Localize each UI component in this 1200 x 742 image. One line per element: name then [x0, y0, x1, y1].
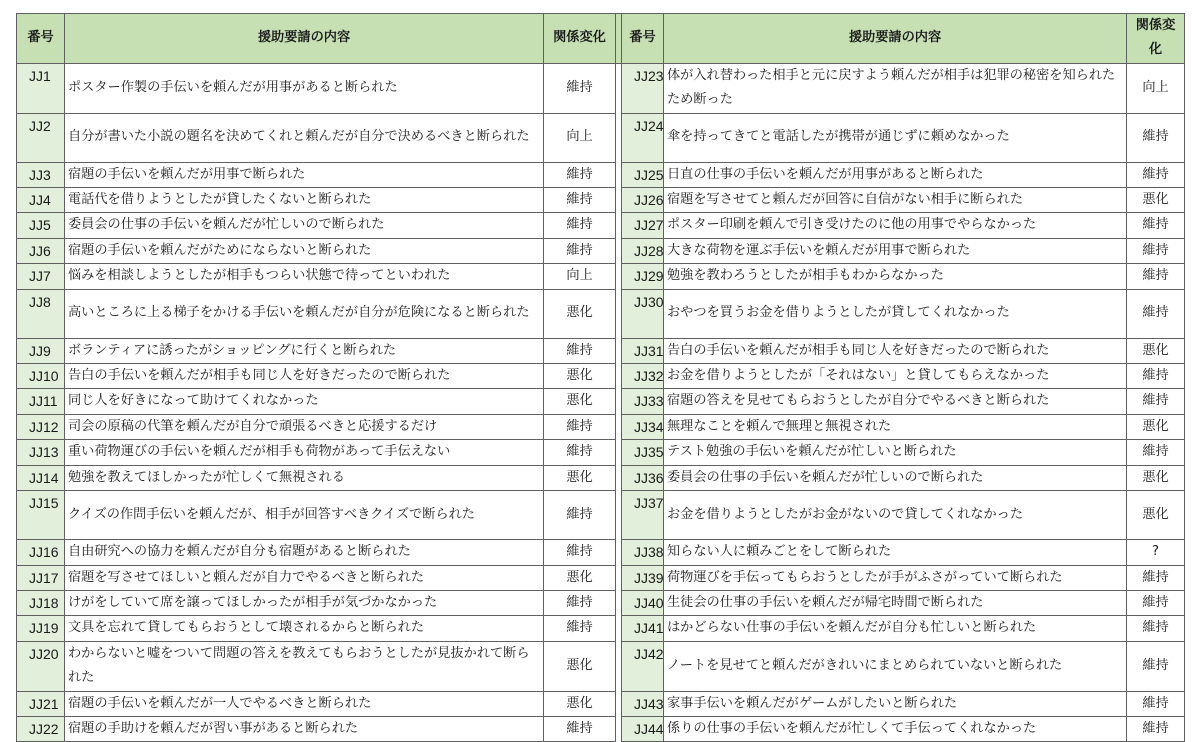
relationship-change-right: 維持 [1127, 691, 1185, 716]
request-id-right: JJ31 [622, 338, 664, 363]
request-content-left: 自由研究への協力を頼んだが自分も宿題があると断られた [65, 540, 544, 565]
request-id-right: JJ40 [622, 590, 664, 615]
request-id-left: JJ4 [17, 188, 65, 213]
relationship-change-right: 維持 [1127, 162, 1185, 187]
header-id-right: 番号 [622, 14, 664, 64]
request-content-right: 傘を持ってきてと電話したが携帯が通じずに頼めなかった [664, 113, 1127, 162]
request-content-left: ポスター作製の手伝いを頼んだが用事があると断られた [65, 63, 544, 113]
table-row [17, 414, 1185, 439]
request-id-right: JJ43 [622, 691, 664, 716]
table-row [17, 264, 1185, 289]
request-id-right: JJ35 [622, 440, 664, 465]
relationship-change-left: 維持 [544, 188, 616, 213]
relationship-change-left: 維持 [544, 63, 616, 113]
request-id-right: JJ33 [622, 389, 664, 414]
header-content-right: 援助要請の内容 [664, 14, 1127, 64]
relationship-change-right: 維持 [1127, 440, 1185, 465]
table-row [17, 213, 1185, 238]
request-id-left: JJ20 [17, 641, 65, 691]
request-content-left: 高いところに上る梯子をかける手伝いを頼んだが自分が危険になると断られた [65, 289, 544, 338]
header-content-left: 援助要請の内容 [65, 14, 544, 64]
request-content-right: 勉強を教わろうとしたが相手もわからなかった [664, 264, 1127, 289]
table-row [17, 364, 1185, 389]
table-row [17, 338, 1185, 363]
relationship-change-left: 維持 [544, 716, 616, 741]
header-row [17, 14, 1185, 64]
request-content-left: 同じ人を好きになって助けてくれなかった [65, 389, 544, 414]
request-id-right: JJ24 [622, 113, 664, 162]
header-id-left: 番号 [17, 14, 65, 64]
relationship-change-right: 維持 [1127, 364, 1185, 389]
request-id-right: JJ25 [622, 162, 664, 187]
request-id-right: JJ38 [622, 540, 664, 565]
relationship-change-left: 悪化 [544, 289, 616, 338]
request-id-right: JJ28 [622, 238, 664, 263]
relationship-change-right: 維持 [1127, 565, 1185, 590]
request-content-left: ボランティアに誘ったがショッピングに行くと断られた [65, 338, 544, 363]
table-row [17, 716, 1185, 741]
table-row [17, 616, 1185, 641]
request-id-right: JJ37 [622, 491, 664, 540]
relationship-change-right: 悪化 [1127, 465, 1185, 490]
request-content-left: 文具を忘れて貸してもらおうとして壊されるからと断られた [65, 616, 544, 641]
request-id-right: JJ32 [622, 364, 664, 389]
request-id-left: JJ6 [17, 238, 65, 263]
request-content-right: ノートを見せてと頼んだがきれいにまとめられていないと断られた [664, 641, 1127, 691]
request-content-right: 日直の仕事の手伝いを頼んだが用事があると断られた [664, 162, 1127, 187]
request-content-left: 重い荷物運びの手伝いを頼んだが相手も荷物があって手伝えない [65, 440, 544, 465]
relationship-change-right: 維持 [1127, 113, 1185, 162]
request-id-left: JJ13 [17, 440, 65, 465]
request-id-right: JJ23 [622, 63, 664, 113]
relationship-change-right: 悪化 [1127, 188, 1185, 213]
request-id-left: JJ17 [17, 565, 65, 590]
table-row [17, 188, 1185, 213]
table-row [17, 641, 1185, 691]
table-row [17, 565, 1185, 590]
relationship-change-left: 向上 [544, 264, 616, 289]
relationship-change-left: 悪化 [544, 465, 616, 490]
header-change-right: 関係変化 [1127, 14, 1185, 64]
relationship-change-right: 悪化 [1127, 414, 1185, 439]
table-row [17, 113, 1185, 162]
requests-table [16, 13, 1185, 742]
request-content-left: わからないと嘘をついて問題の答えを教えてもらおうとしたが見抜かれて断られた [65, 641, 544, 691]
request-id-left: JJ16 [17, 540, 65, 565]
request-content-right: ポスター印刷を頼んで引き受けたのに他の用事でやらなかった [664, 213, 1127, 238]
table-row [17, 389, 1185, 414]
request-id-right: JJ42 [622, 641, 664, 691]
request-id-right: JJ41 [622, 616, 664, 641]
request-content-right: テスト勉強の手伝いを頼んだが忙しいと断られた [664, 440, 1127, 465]
request-content-left: 告白の手伝いを頼んだが相手も同じ人を好きだったので断られた [65, 364, 544, 389]
request-content-left: 悩みを相談しようとしたが相手もつらい状態で待ってといわれた [65, 264, 544, 289]
relationship-change-left: 悪化 [544, 364, 616, 389]
relationship-change-right: 維持 [1127, 590, 1185, 615]
request-content-right: 荷物運びを手伝ってもらおうとしたが手がふさがっていて断られた [664, 565, 1127, 590]
request-content-right: 無理なことを頼んで無理と無視された [664, 414, 1127, 439]
relationship-change-left: 維持 [544, 440, 616, 465]
request-id-left: JJ21 [17, 691, 65, 716]
relationship-change-right: 向上 [1127, 63, 1185, 113]
request-content-left: 宿題の手助けを頼んだが習い事があると断られた [65, 716, 544, 741]
request-content-left: 宿題の手伝いを頼んだがためにならないと断られた [65, 238, 544, 263]
request-content-left: 宿題を写させてほしいと頼んだが自力でやるべきと断られた [65, 565, 544, 590]
table-row [17, 465, 1185, 490]
relationship-change-left: 向上 [544, 113, 616, 162]
request-content-left: 司会の原稿の代筆を頼んだが自分で頑張るべきと応援するだけ [65, 414, 544, 439]
request-content-right: はかどらない仕事の手伝いを頼んだが自分も忙しいと断られた [664, 616, 1127, 641]
relationship-change-left: 維持 [544, 491, 616, 540]
request-content-right: 宿題を写させてと頼んだが回答に自信がない相手に断られた [664, 188, 1127, 213]
request-id-left: JJ10 [17, 364, 65, 389]
table-row [17, 289, 1185, 338]
request-content-left: 電話代を借りようとしたが貸したくないと断られた [65, 188, 544, 213]
relationship-change-right: 維持 [1127, 716, 1185, 741]
relationship-change-right: 維持 [1127, 289, 1185, 338]
request-id-left: JJ12 [17, 414, 65, 439]
request-id-right: JJ34 [622, 414, 664, 439]
relationship-change-left: 維持 [544, 213, 616, 238]
request-id-left: JJ3 [17, 162, 65, 187]
request-content-left: クイズの作問手伝いを頼んだが、相手が回答すべきクイズで断られた [65, 491, 544, 540]
header-change-left: 関係変化 [544, 14, 616, 64]
request-id-left: JJ19 [17, 616, 65, 641]
request-id-left: JJ11 [17, 389, 65, 414]
table-row [17, 238, 1185, 263]
table-body [17, 63, 1185, 742]
request-content-left: 勉強を教えてほしかったが忙しくて無視される [65, 465, 544, 490]
request-content-right: 生徒会の仕事の手伝いを頼んだが帰宅時間で断られた [664, 590, 1127, 615]
request-content-right: 大きな荷物を運ぶ手伝いを頼んだが用事で断られた [664, 238, 1127, 263]
request-id-left: JJ7 [17, 264, 65, 289]
request-content-right: 係りの仕事の手伝いを頼んだが忙しくて手伝ってくれなかった [664, 716, 1127, 741]
table-row [17, 440, 1185, 465]
request-content-right: 家事手伝いを頼んだがゲームがしたいと断られた [664, 691, 1127, 716]
relationship-change-right: 維持 [1127, 616, 1185, 641]
request-id-left: JJ5 [17, 213, 65, 238]
request-id-left: JJ15 [17, 491, 65, 540]
request-content-right: 知らない人に頼みごとをして断られた [664, 540, 1127, 565]
request-id-left: JJ14 [17, 465, 65, 490]
relationship-change-left: 維持 [544, 162, 616, 187]
request-id-left: JJ1 [17, 63, 65, 113]
request-id-left: JJ8 [17, 289, 65, 338]
relationship-change-left: 維持 [544, 338, 616, 363]
table-row [17, 540, 1185, 565]
relationship-change-left: 維持 [544, 414, 616, 439]
table-row [17, 63, 1185, 113]
request-content-left: 自分が書いた小説の題名を決めてくれと頼んだが自分で決めるべきと断られた [65, 113, 544, 162]
relationship-change-right: ? [1127, 540, 1185, 565]
relationship-change-left: 維持 [544, 590, 616, 615]
request-id-right: JJ30 [622, 289, 664, 338]
table-row [17, 590, 1185, 615]
table-row [17, 691, 1185, 716]
request-id-left: JJ2 [17, 113, 65, 162]
request-content-right: おやつを買うお金を借りようとしたが貸してくれなかった [664, 289, 1127, 338]
request-content-right: お金を借りようとしたが「それはない」と貸してもらえなかった [664, 364, 1127, 389]
request-id-left: JJ18 [17, 590, 65, 615]
request-id-left: JJ9 [17, 338, 65, 363]
request-id-right: JJ44 [622, 716, 664, 741]
request-content-right: 委員会の仕事の手伝いを頼んだが忙しいので断られた [664, 465, 1127, 490]
relationship-change-left: 悪化 [544, 565, 616, 590]
relationship-change-left: 維持 [544, 540, 616, 565]
request-id-right: JJ36 [622, 465, 664, 490]
request-content-right: お金を借りようとしたがお金がないので貸してくれなかった [664, 491, 1127, 540]
request-content-right: 告白の手伝いを頼んだが相手も同じ人を好きだったので断られた [664, 338, 1127, 363]
relationship-change-right: 悪化 [1127, 491, 1185, 540]
relationship-change-right: 維持 [1127, 238, 1185, 263]
request-id-right: JJ39 [622, 565, 664, 590]
relationship-change-left: 悪化 [544, 691, 616, 716]
request-content-right: 体が入れ替わった相手と元に戻すよう頼んだが相手は犯罪の秘密を知られたため断った [664, 63, 1127, 113]
request-content-right: 宿題の答えを見せてもらおうとしたが自分でやるべきと断られた [664, 389, 1127, 414]
request-id-left: JJ22 [17, 716, 65, 741]
relationship-change-right: 悪化 [1127, 338, 1185, 363]
relationship-change-right: 維持 [1127, 389, 1185, 414]
request-id-right: JJ27 [622, 213, 664, 238]
relationship-change-left: 維持 [544, 238, 616, 263]
relationship-change-left: 悪化 [544, 389, 616, 414]
relationship-change-left: 悪化 [544, 641, 616, 691]
relationship-change-left: 維持 [544, 616, 616, 641]
request-content-left: 宿題の手伝いを頼んだが用事で断られた [65, 162, 544, 187]
table-row [17, 491, 1185, 540]
request-content-left: 宿題の手伝いを頼んだが一人でやるべきと断られた [65, 691, 544, 716]
request-content-left: 委員会の仕事の手伝いを頼んだが忙しいので断られた [65, 213, 544, 238]
request-id-right: JJ29 [622, 264, 664, 289]
relationship-change-right: 維持 [1127, 213, 1185, 238]
request-content-left: けがをしていて席を譲ってほしかったが相手が気づかなかった [65, 590, 544, 615]
relationship-change-right: 維持 [1127, 641, 1185, 691]
request-id-right: JJ26 [622, 188, 664, 213]
table-row [17, 162, 1185, 187]
relationship-change-right: 維持 [1127, 264, 1185, 289]
